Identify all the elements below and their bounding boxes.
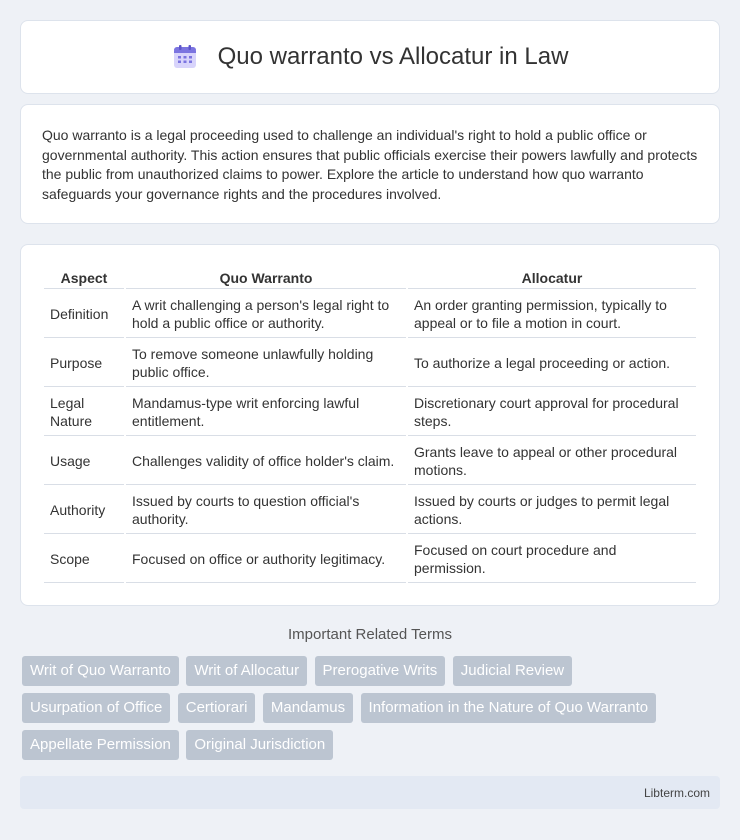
related-terms-title: Important Related Terms <box>288 626 452 643</box>
related-term-tag[interactable]: Judicial Review <box>453 656 572 686</box>
quo-warranto-cell: Issued by courts to question official's authority. <box>126 487 406 534</box>
allocatur-cell: Issued by courts or judges to permit legal actions. <box>408 487 696 534</box>
column-header-quo-warranto: Quo Warranto <box>126 267 406 289</box>
quo-warranto-cell: Challenges validity of office holder's claim. <box>126 438 406 485</box>
allocatur-cell: Discretionary court approval for procedural steps. <box>408 389 696 436</box>
related-term-tag[interactable]: Writ of Allocatur <box>186 656 307 686</box>
allocatur-cell: An order granting permission, typically to appeal or to file a motion in court. <box>408 291 696 338</box>
aspect-cell: Authority <box>44 487 124 534</box>
aspect-cell: Definition <box>44 291 124 338</box>
related-term-tag[interactable]: Information in the Nature of Quo Warranto <box>361 693 657 723</box>
related-term-tag[interactable]: Writ of Quo Warranto <box>22 656 179 686</box>
footer <box>20 776 720 809</box>
table-row <box>44 291 696 338</box>
related-term-tag[interactable]: Usurpation of Office <box>22 693 170 723</box>
intro-text: Quo warranto is a legal proceeding used to challenge an individual's right to hold a public office or governmental authority. This action ensures that public officials exercise their powers lawfully and protects the public from unauthorized claims to power. Explore the article to understand how quo warranto safeguards your governance rights and the procedures involved. <box>42 127 698 202</box>
aspect-cell: Legal Nature <box>44 389 124 436</box>
header-card <box>20 20 720 94</box>
allocatur-cell: To authorize a legal proceeding or action. <box>408 340 696 387</box>
related-term-tag[interactable]: Mandamus <box>263 693 353 723</box>
page-title: Quo warranto vs Allocatur in Law <box>217 43 569 70</box>
footer-brand-link[interactable]: Libterm.com <box>643 785 710 800</box>
quo-warranto-cell: Mandamus-type writ enforcing lawful entitlement. <box>126 389 406 436</box>
related-term-tag[interactable]: Prerogative Writs <box>315 656 446 686</box>
intro-card <box>20 104 720 224</box>
aspect-cell: Usage <box>44 438 124 485</box>
table-row <box>44 389 696 436</box>
table-row <box>44 487 696 534</box>
aspect-cell: Scope <box>44 536 124 583</box>
aspect-cell: Purpose <box>44 340 124 387</box>
table-header-row <box>44 267 696 289</box>
calendar-icon <box>172 44 198 70</box>
column-header-aspect: Aspect <box>44 267 124 289</box>
allocatur-cell: Focused on court procedure and permission. <box>408 536 696 583</box>
comparison-table <box>42 265 698 585</box>
related-term-tag[interactable]: Original Jurisdiction <box>186 730 333 760</box>
table-row <box>44 340 696 387</box>
allocatur-cell: Grants leave to appeal or other procedural motions. <box>408 438 696 485</box>
quo-warranto-cell: To remove someone unlawfully holding public office. <box>126 340 406 387</box>
related-term-tag[interactable]: Certiorari <box>178 693 256 723</box>
comparison-table-card <box>20 244 720 606</box>
related-term-tag[interactable]: Appellate Permission <box>22 730 179 760</box>
table-row <box>44 438 696 485</box>
quo-warranto-cell: Focused on office or authority legitimacy. <box>126 536 406 583</box>
table-row <box>44 536 696 583</box>
related-terms-tags <box>22 656 722 767</box>
quo-warranto-cell: A writ challenging a person's legal right to hold a public office or authority. <box>126 291 406 338</box>
column-header-allocatur: Allocatur <box>408 267 696 289</box>
